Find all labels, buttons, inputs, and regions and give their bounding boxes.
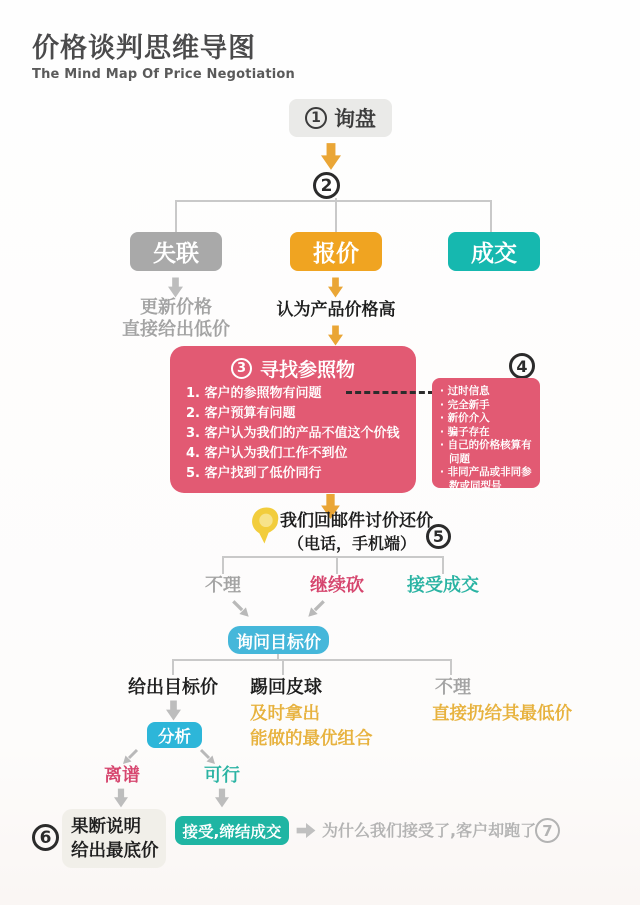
node-reasons-box [432,378,540,492]
reason-item: · 骗子存在 [440,426,534,440]
circled-number-4-icon: 4 [509,353,535,379]
reply-line1: 我们回邮件讨价还价 [280,511,433,531]
node-ask-target: 询问目标价 [228,626,329,654]
branch-accept: 接受成交 [407,575,479,596]
branch-feasible: 可行 [204,765,240,786]
branch-outrageous: 离谱 [104,765,140,786]
kick-back-note2: 能做的最优组合 [250,729,373,749]
quote-note: 认为产品价格高 [276,300,396,320]
circled-number-3-icon: 3 [231,358,252,379]
arrow-down-icon [114,788,128,808]
connector-line [175,200,177,232]
connector-line [490,200,492,232]
reference-item: 1. 客户的参照物有问题 [186,386,322,401]
page-subtitle: The Mind Map Of Price Negotiation [32,67,295,82]
arrow-right-icon [296,823,316,838]
node-quote: 报价 [290,232,382,271]
arrow-down-icon [215,788,229,808]
reference-item: 3. 客户认为我们的产品不值这个价钱 [186,426,400,441]
reference-list [186,384,404,484]
connector-line [335,198,337,232]
arrow-down-icon [328,277,343,298]
arrow-diagonal-icon [120,747,140,767]
reference-item: 5. 客户找到了低价同行 [186,466,322,481]
node-final-box [62,809,166,868]
reason-item: · 完全新手 [440,399,534,413]
arrow-down-icon [168,277,183,298]
branch-give-target: 给出目标价 [128,677,218,698]
lost-note-line2: 直接给出低价 [122,319,230,340]
reason-item: · 新价介入 [440,412,534,426]
branch-ignore-2: 不理 [435,677,471,698]
reference-title: 寻找参照物 [259,359,355,381]
lost-note-line1: 更新价格 [140,297,212,318]
circled-number-6-icon: 6 [32,824,59,851]
final-line1: 果断说明 [71,817,141,837]
circled-number-7-icon: 7 [535,818,560,843]
branch-ignore: 不理 [205,575,241,596]
connector-line [172,659,174,675]
question-text: 为什么我们接受了,客户却跑了 [322,821,537,840]
arrow-down-icon [328,325,343,346]
node-analyze: 分析 [147,722,202,748]
node-deal: 成交 [448,232,540,271]
reason-item: · 过时信息 [440,385,534,399]
connector-line [172,659,452,661]
connector-line [450,659,452,675]
connector-line [222,556,224,574]
node-inquiry-label: 询盘 [334,107,376,131]
connector-line [222,556,444,558]
ignore-note: 直接扔给其最低价 [432,704,572,724]
arrow-diagonal-icon [230,598,252,620]
reason-item: · 非同产品或非同参数或同型号 [440,466,534,493]
connector-line [282,659,284,675]
reference-item: 4. 客户认为我们工作不到位 [186,446,348,461]
arrow-diagonal-icon [305,598,327,620]
reason-item: · 自己的价格核算有问题 [440,439,534,466]
connector-line [175,200,492,202]
arrow-down-icon [166,700,181,721]
circled-number-1-icon: 1 [305,107,327,129]
connector-line [336,556,338,574]
final-line2: 给出最底价 [71,841,159,861]
page-header [32,26,295,82]
circled-number-2-icon: 2 [313,172,340,199]
branch-kick-back: 踢回皮球 [250,677,322,698]
connector-line [442,556,444,574]
page-title: 价格谈判思维导图 [32,33,256,64]
circled-number-5-icon: 5 [426,524,451,549]
node-inquiry [289,99,392,137]
dashed-connector-line [346,391,434,394]
reply-line2: （电话，手机端） [287,534,416,553]
node-lost: 失联 [130,232,222,271]
arrow-diagonal-icon [198,747,218,767]
reference-item: 2. 客户预算有问题 [186,406,296,421]
arrow-down-icon [321,143,341,170]
reference-header [170,355,416,382]
branch-keep-cutting: 继续砍 [310,575,364,596]
kick-back-note1: 及时拿出 [250,704,320,724]
node-close-deal: 接受,缔结成交 [175,816,289,845]
